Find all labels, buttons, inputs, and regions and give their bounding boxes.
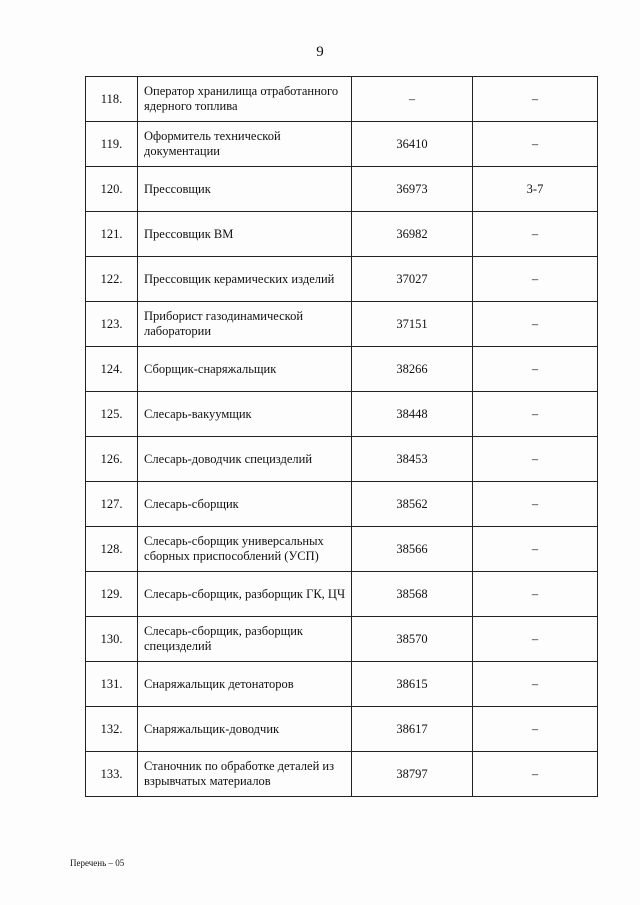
profession-name: Станочник по обработке деталей из взрывчатых материалов [138,752,352,797]
profession-code: 38570 [352,617,473,662]
profession-code: 38448 [352,392,473,437]
profession-name: Оператор хранилища отработанного ядерного топлива [138,77,352,122]
profession-code: 37027 [352,257,473,302]
grade-range: – [473,437,598,482]
row-number: 123. [86,302,138,347]
profession-name: Слесарь-сборщик, разборщик специзделий [138,617,352,662]
profession-code: 38266 [352,347,473,392]
profession-code: 36410 [352,122,473,167]
grade-range: – [473,257,598,302]
row-number: 126. [86,437,138,482]
grade-range: – [473,617,598,662]
table-row [86,167,598,212]
row-number: 130. [86,617,138,662]
row-number: 129. [86,572,138,617]
profession-code: 38566 [352,527,473,572]
table-row [86,707,598,752]
table-row [86,752,598,797]
profession-name: Снаряжальщик детонаторов [138,662,352,707]
table-row [86,662,598,707]
profession-code: 38562 [352,482,473,527]
grade-range: – [473,527,598,572]
professions-table [85,76,598,797]
row-number: 124. [86,347,138,392]
row-number: 133. [86,752,138,797]
profession-name: Оформитель технической документации [138,122,352,167]
table-row [86,212,598,257]
profession-code: 36982 [352,212,473,257]
profession-code: – [352,77,473,122]
row-number: 125. [86,392,138,437]
profession-name: Прессовщик ВМ [138,212,352,257]
profession-code: 38617 [352,707,473,752]
table-body [86,77,598,797]
row-number: 128. [86,527,138,572]
profession-code: 38615 [352,662,473,707]
table-row [86,392,598,437]
profession-code: 38453 [352,437,473,482]
grade-range: – [473,122,598,167]
profession-code: 38797 [352,752,473,797]
grade-range: – [473,347,598,392]
row-number: 131. [86,662,138,707]
profession-code: 37151 [352,302,473,347]
table-row [86,257,598,302]
profession-name: Слесарь-сборщик, разборщик ГК, ЦЧ [138,572,352,617]
document-footer: Перечень – 05 [70,858,125,868]
table-row [86,482,598,527]
grade-range: – [473,77,598,122]
grade-range: – [473,707,598,752]
profession-name: Слесарь-сборщик универсальных сборных приспособлений (УСП) [138,527,352,572]
profession-name: Сборщик-снаряжальщик [138,347,352,392]
grade-range: – [473,662,598,707]
grade-range: – [473,212,598,257]
profession-name: Снаряжальщик-доводчик [138,707,352,752]
profession-code: 38568 [352,572,473,617]
table-row [86,302,598,347]
table-row [86,77,598,122]
row-number: 132. [86,707,138,752]
row-number: 121. [86,212,138,257]
table-row [86,437,598,482]
table-row [86,527,598,572]
row-number: 127. [86,482,138,527]
profession-name: Слесарь-вакуумщик [138,392,352,437]
profession-name: Слесарь-сборщик [138,482,352,527]
row-number: 120. [86,167,138,212]
table-row [86,617,598,662]
table-row [86,572,598,617]
row-number: 119. [86,122,138,167]
grade-range: – [473,392,598,437]
row-number: 122. [86,257,138,302]
profession-code: 36973 [352,167,473,212]
row-number: 118. [86,77,138,122]
page-number: 9 [316,44,324,60]
profession-name: Прессовщик керамических изделий [138,257,352,302]
grade-range: – [473,482,598,527]
grade-range: – [473,572,598,617]
table-row [86,347,598,392]
grade-range: – [473,752,598,797]
grade-range: – [473,302,598,347]
table-row [86,122,598,167]
profession-name: Прессовщик [138,167,352,212]
profession-name: Приборист газодинамической лаборатории [138,302,352,347]
profession-name: Слесарь-доводчик специзделий [138,437,352,482]
grade-range: 3-7 [473,167,598,212]
